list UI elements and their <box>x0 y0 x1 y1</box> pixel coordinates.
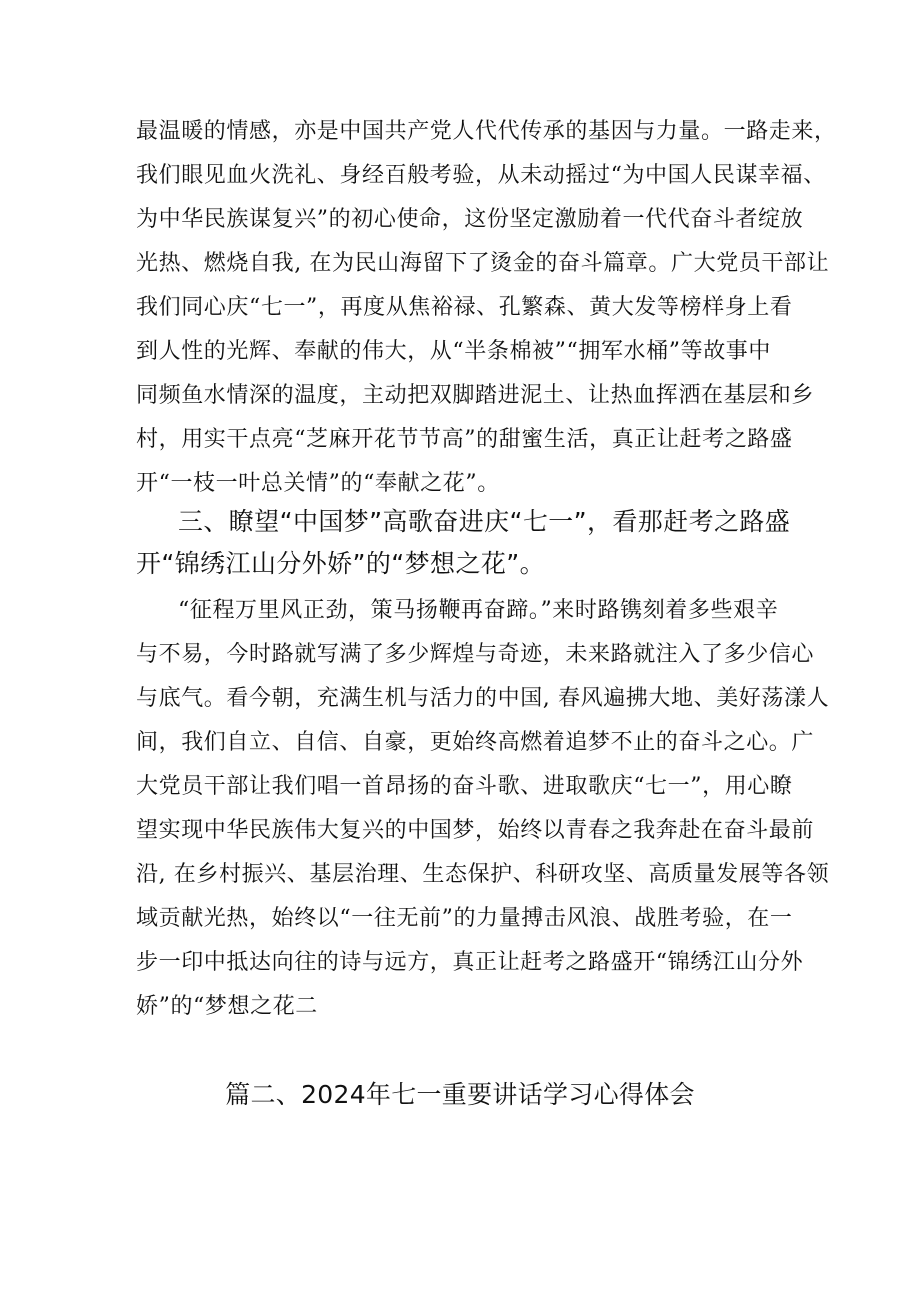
paragraph-line: 域贡献光热，始终以“一往无前”的力量搏击风浪、战胜考验，在一 <box>136 906 793 931</box>
article-title: 篇二、2024年七一重要讲话学习心得体会 <box>225 1080 695 1109</box>
section-heading-line-1: 三、瞭望“中国梦”高歌奋进庆“七一”，看那赶考之路盛 <box>178 507 791 536</box>
paragraph-line: 沿, 在乡村振兴、基层治理、生态保护、科研攻坚、高质量发展等各领 <box>136 862 830 887</box>
paragraph-line: 到人性的光辉、奉献的伟大，从“半条棉被”“拥军水桶”等故事中 <box>136 339 771 364</box>
paragraph-line: 大党员干部让我们唱一首昂扬的奋斗歌、进取歌庆“七一”，用心瞭 <box>136 774 793 799</box>
paragraph-line: 村，用实干点亮“芝麻开花节节高”的甜蜜生活，真正让赶考之路盛 <box>136 427 793 452</box>
paragraph-line: 与底气。看今朝，充满生机与活力的中国, 春风遍拂大地、美好荡漾人 <box>136 686 830 711</box>
paragraph-line: 我们眼见血火洗礼、身经百般考验，从未动摇过“为中国人民谋幸福、 <box>136 163 826 188</box>
paragraph-line: 同频鱼水情深的温度，主动把双脚踏进泥土、让热血挥洒在基层和乡 <box>136 383 815 408</box>
section-heading-line-2: 开“锦绣江山分外娇”的“梦想之花”。 <box>136 549 546 578</box>
paragraph-line: 我们同心庆“七一”，再度从焦裕禄、孔繁森、黄大发等榜样身上看 <box>136 295 793 320</box>
paragraph-line: 望实现中华民族伟大复兴的中国梦，始终以青春之我奔赴在奋斗最前 <box>136 818 815 843</box>
paragraph-line: 为中华民族谋复兴”的初心使命，这份坚定激励着一代代奋斗者绽放 <box>136 207 804 232</box>
paragraph-line: 与不易，今时路就写满了多少辉煌与奇迹，未来路就注入了多少信心 <box>136 642 815 667</box>
paragraph-line: “征程万里风正劲，策马扬鞭再奋蹄。”来时路镌刻着多些艰辛 <box>178 598 779 623</box>
paragraph-line: 最温暖的情感，亦是中国共产党人代代传承的基因与力量。一路走来， <box>136 119 837 144</box>
paragraph-line: 开“一枝一叶总关情”的“奉献之花”。 <box>136 471 500 496</box>
paragraph-line: 步一印中抵达向往的诗与远方，真正让赶考之路盛开“锦绣江山分外 <box>136 950 804 975</box>
paragraph-line: 间，我们自立、自信、自豪，更始终高燃着追梦不止的奋斗之心。广 <box>136 730 815 755</box>
paragraph-line: 光热、燃烧自我, 在为民山海留下了烫金的奋斗篇章。广大党员干部让 <box>136 251 830 276</box>
paragraph-line: 娇”的“梦想之花二 <box>136 994 318 1019</box>
